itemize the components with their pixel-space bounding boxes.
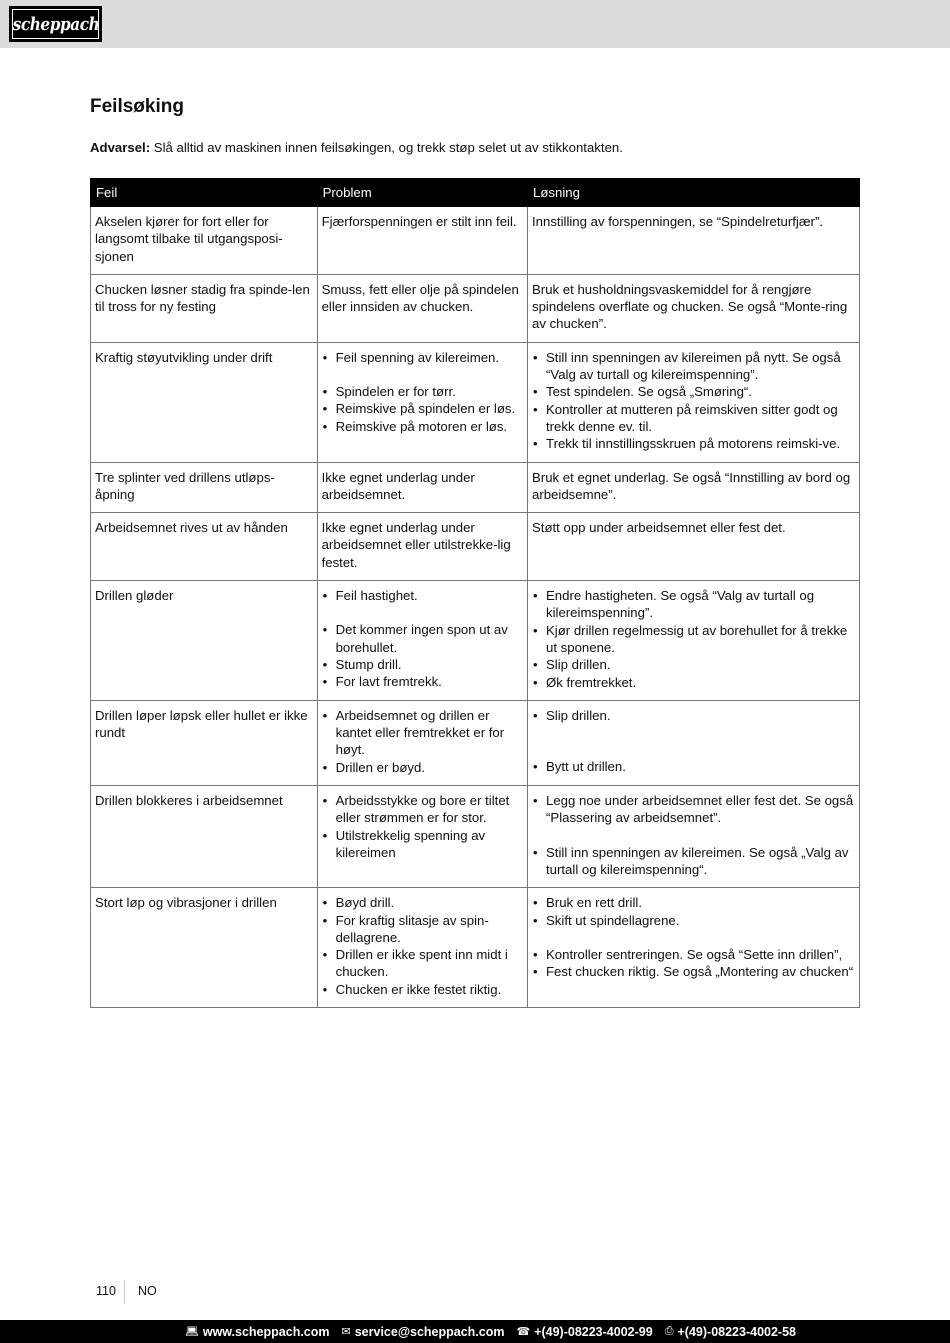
solution-cell: Innstilling av forspenningen, se “Spindelreturfjær”. [528,207,860,275]
solution-list-item: • Slip drillen. [532,707,855,724]
solution-list-item: • Kontroller sentreringen. Se også “Sette inn drillen”, [532,946,855,963]
solution-list-item: • Test spindelen. Se også „Smøring“. [532,383,855,400]
problem-list [322,587,523,690]
fault-cell: Chucken løsner stadig fra spinde-len til tross for ny festing [91,274,318,342]
problem-list-item: • Arbeidsemnet og drillen er kantet eller fremtrekket er for høyt. [322,707,523,759]
mail-icon: ✉︎ [341,1326,351,1338]
problem-list-item: • For kraftig slitasje av spin-dellagrene. [322,912,523,947]
fault-cell: Drillen gløder [91,581,318,701]
fault-cell: Tre splinter ved drillens utløps-åpning [91,462,318,513]
solution-list-item: • Fest chucken riktig. Se også „Montering av chucken“ [532,963,855,980]
table-row [91,786,860,888]
solution-list-item: • Still inn spenningen av kilereimen. Se også „Valg av turtall og kilereimspenning“. [532,844,855,879]
problem-list-item: • Utilstrekkelig spenning av kilereimen [322,827,523,862]
table-row [91,342,860,462]
fault-cell: Drillen løper løpsk eller hullet er ikke rundt [91,700,318,785]
solution-list-item: • Øk fremtrekket. [532,674,855,691]
warning-text: Slå alltid av maskinen innen feilsøkingen, og trekk støp selet ut av stikkontakten. [150,140,623,155]
solution-cell: Bruk et husholdningsvaskemiddel for å rengjøre spindelens overflate og chucken. Se også “Monte-ring av chucken”. [528,274,860,342]
solution-list [532,792,855,878]
fault-cell: Kraftig støyutvikling under drift [91,342,318,462]
footer-bar [0,1320,950,1343]
page-number: 110 [96,1284,116,1298]
problem-list-item: • Spindelen er for tørr. [322,383,523,400]
table-row [91,513,860,581]
problem-list [322,349,523,435]
solution-cell [528,888,860,1008]
problem-cell [317,342,527,462]
problem-cell: Ikke egnet underlag under arbeidsemnet eller utilstrekke-lig festet. [317,513,527,581]
page-number-divider [124,1280,125,1304]
email-link[interactable]: service@scheppach.com [354,1324,505,1339]
website-link[interactable]: www.scheppach.com [202,1324,330,1339]
problem-list-item: • Drillen er bøyd. [322,759,523,776]
table-row [91,207,860,275]
header-bar [0,0,950,48]
logo-text: scheppach [12,13,99,35]
problem-cell [317,700,527,785]
page-title: Feilsøking [90,96,184,117]
table-row [91,274,860,342]
problem-cell: Ikke egnet underlag under arbeidsemnet. [317,462,527,513]
warning-label: Advarsel: [90,140,151,155]
computer-icon: 💻︎ [184,1326,199,1338]
solution-cell [528,786,860,888]
solution-list [532,707,855,776]
problem-list [322,792,523,861]
table-header-row [91,179,860,207]
problem-list-item: • Feil hastighet. [322,587,523,604]
problem-cell [317,786,527,888]
problem-cell: Smuss, fett eller olje på spindelen eller innsiden av chucken. [317,274,527,342]
fax-number: +(49)-08223-4002-58 [677,1324,796,1339]
solution-list [532,587,855,691]
solution-list-item: • Slip drillen. [532,656,855,673]
problem-cell [317,888,527,1008]
solution-list-item: • Kontroller at mutteren på reimskiven sitter godt og trekk denne ev. til. [532,401,855,436]
problem-list-item: • Chucken er ikke festet riktig. [322,981,523,998]
solution-list-item: • Trekk til innstillingsskruen på motorens reimski-ve. [532,435,855,452]
solution-list [532,894,855,980]
problem-list-item: • Drillen er ikke spent inn midt i chucken. [322,946,523,981]
problem-list-item: • Reimskive på spindelen er løs. [322,400,523,417]
table-row [91,462,860,513]
problem-list-item: • Bøyd drill. [322,894,523,911]
problem-list-item: • For lavt fremtrekk. [322,673,523,690]
problem-cell: Fjærforspenningen er stilt inn feil. [317,207,527,275]
table-row [91,888,860,1008]
problem-list-item: • Feil spenning av kilereimen. [322,349,523,366]
phone-number: +(49)-08223-4002-99 [534,1324,653,1339]
problem-list-item: • Reimskive på motoren er løs. [322,418,523,435]
solution-list-item: • Legg noe under arbeidsemnet eller fest det. Se også “Plassering av arbeidsemnet”. [532,792,855,827]
fax-icon: ⎙ [664,1325,674,1337]
solution-list-item: • Skift ut spindellagrene. [532,912,855,929]
solution-cell: Bruk et egnet underlag. Se også “Innstilling av bord og arbeidsemne”. [528,462,860,513]
scheppach-logo [9,6,102,42]
language-code: NO [138,1284,157,1298]
solution-list-item: • Bytt ut drillen. [532,758,855,775]
troubleshooting-table [90,178,860,1008]
problem-list-item: • Arbeidsstykke og bore er tiltet eller strømmen er for stor. [322,792,523,827]
solution-list-item: • Still inn spenningen av kilereimen på nytt. Se også “Valg av turtall og kilereimspenning”. [532,349,855,384]
problem-list-item: • Stump drill. [322,656,523,673]
solution-cell [528,342,860,462]
phone-icon: ☎︎ [516,1326,531,1338]
table-body [91,207,860,1008]
solution-list-item: • Bruk en rett drill. [532,894,855,911]
column-header-solution: Løsning [528,179,860,207]
problem-list [322,894,523,998]
warning-note [90,140,623,155]
solution-list-item: • Endre hastigheten. Se også “Valg av turtall og kilereimspenning”. [532,587,855,622]
problem-list [322,707,523,776]
fault-cell: Arbeidsemnet rives ut av hånden [91,513,318,581]
problem-cell [317,581,527,701]
solution-list [532,349,855,453]
column-header-fault: Feil [91,179,318,207]
solution-list-item: • Kjør drillen regelmessig ut av borehullet for å trekke ut sponene. [532,622,855,657]
table-row [91,581,860,701]
table-row [91,700,860,785]
problem-list-item: • Det kommer ingen spon ut av borehullet. [322,621,523,656]
solution-cell: Støtt opp under arbeidsemnet eller fest det. [528,513,860,581]
fault-cell: Stort løp og vibrasjoner i drillen [91,888,318,1008]
solution-cell [528,581,860,701]
solution-cell [528,700,860,785]
fault-cell: Akselen kjører for fort eller for langsomt tilbake til utgangsposi-sjonen [91,207,318,275]
fault-cell: Drillen blokkeres i arbeidsemnet [91,786,318,888]
column-header-problem: Problem [317,179,527,207]
